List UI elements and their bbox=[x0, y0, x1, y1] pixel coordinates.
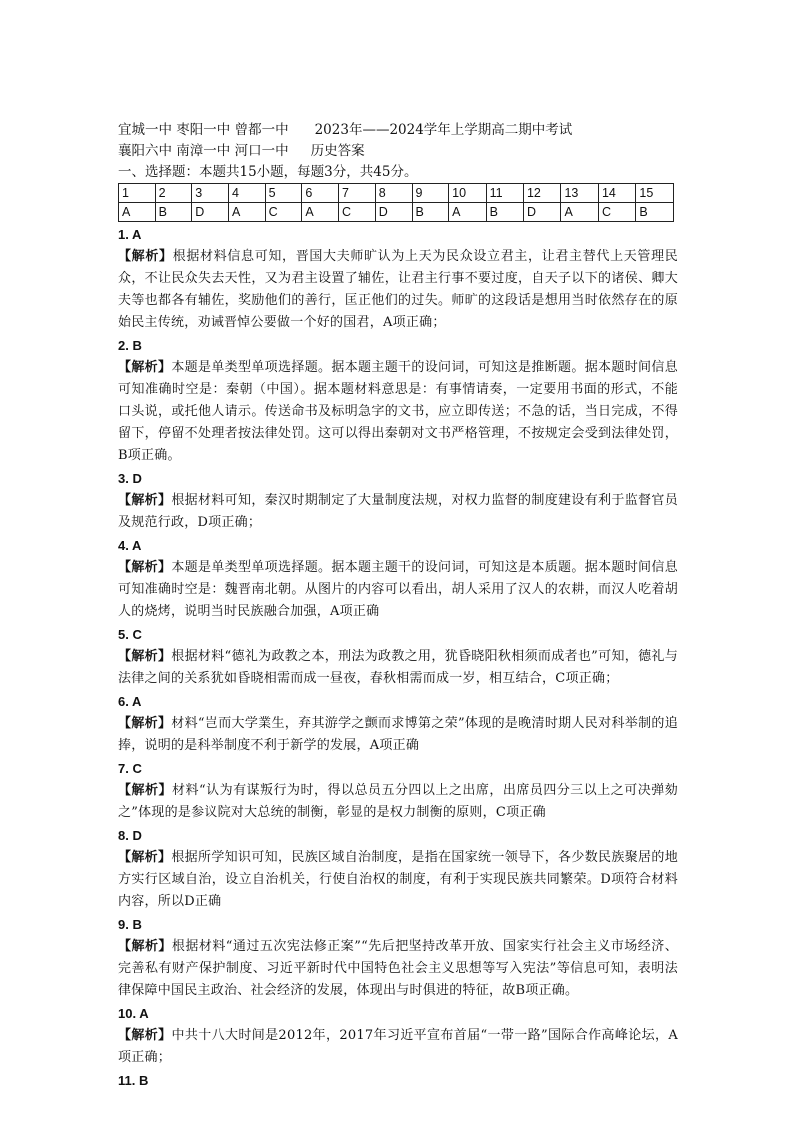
explanation-text: 根据材料信息可知，晋国大夫师旷认为上天为民众设立君主，让君主替代上天管理民众，不让民众失去天性，又为君主设置了辅佐，让君主行事不要过度，自天子以下的诸侯、卿大夫等也都各有辅佐，奖励他们的善行，匡正他们的过失。师旷的这段话是想用当时依然存在的原始民主传统，劝诫晋悼公要做一个好的国君，A项正确； bbox=[118, 249, 678, 330]
explanation-paragraph bbox=[118, 713, 678, 757]
question-number-cell: 7 bbox=[339, 184, 376, 203]
explanation-paragraph bbox=[118, 246, 678, 334]
question-number-cell: 9 bbox=[412, 184, 449, 203]
answer-cell: B bbox=[412, 203, 449, 222]
question-answer-label: 5. C bbox=[118, 627, 142, 642]
question-number-cell: 14 bbox=[598, 184, 635, 203]
answer-cell: C bbox=[265, 203, 302, 222]
explanation-text: 根据材料可知，秦汉时期制定了大量制度法规，对权力监督的制度建设有利于监督官员及规范行政，D项正确； bbox=[118, 493, 678, 530]
explanation-paragraph bbox=[118, 780, 678, 824]
answer-cell: A bbox=[561, 203, 598, 222]
header-schools-2: 襄阳六中 南漳一中 河口一中 bbox=[118, 143, 289, 159]
question-number-cell: 1 bbox=[119, 184, 156, 203]
answer-table-answer-row bbox=[119, 203, 674, 222]
question-answer-label: 10. A bbox=[118, 1006, 149, 1021]
explanation-text: 材料“认为有谋叛行为时，得以总员五分四以上之出席，出席员四分三以上之可决弹劾之”体现的是参议院对大总统的制衡，彰显的是权力制衡的原则，C项正确 bbox=[118, 783, 678, 820]
explanation-tag: 【解析】 bbox=[118, 939, 172, 954]
explanation-tag: 【解析】 bbox=[118, 1028, 172, 1043]
explanation-paragraph bbox=[118, 490, 678, 534]
explanation-tag: 【解析】 bbox=[118, 649, 172, 664]
question-number-cell: 6 bbox=[302, 184, 339, 203]
question-number-cell: 5 bbox=[265, 184, 302, 203]
question-answer-label: 8. D bbox=[118, 828, 142, 843]
answer-cell: C bbox=[339, 203, 376, 222]
question-number-cell: 13 bbox=[561, 184, 598, 203]
answer-cell: D bbox=[192, 203, 229, 222]
explanation-text: 根据所学知识可知，民族区域自治制度，是指在国家统一领导下，各少数民族聚居的地方实行区域自治，设立自治机关，行使自治权的制度，有利于实现民族共同繁荣。D项符合材料内容，所以D正确 bbox=[118, 850, 678, 909]
answer-cell: B bbox=[486, 203, 523, 222]
question-answer-label: 6. A bbox=[118, 694, 142, 709]
header-line-1 bbox=[118, 120, 678, 141]
question-number-cell: 4 bbox=[229, 184, 266, 203]
answer-cell: D bbox=[375, 203, 412, 222]
answer-table bbox=[118, 183, 674, 222]
explanation-tag: 【解析】 bbox=[118, 560, 172, 575]
section-title: 一、选择题：本题共15小题，每题3分，共45分。 bbox=[118, 164, 418, 180]
answer-sheet-page bbox=[118, 120, 678, 1092]
question-number-cell: 10 bbox=[449, 184, 486, 203]
explanation-text: 中共十八大时间是2012年，2017年习近平宣布首届“一带一路”国际合作高峰论坛，A项正确； bbox=[118, 1028, 678, 1065]
answer-cell: B bbox=[636, 203, 674, 222]
answer-cell: A bbox=[229, 203, 266, 222]
explanation-tag: 【解析】 bbox=[118, 493, 172, 508]
explanation-tag: 【解析】 bbox=[118, 249, 173, 264]
answer-cell: A bbox=[449, 203, 486, 222]
answer-cell: A bbox=[119, 203, 156, 222]
question-answer-label: 11. B bbox=[118, 1073, 149, 1088]
question-number-cell: 8 bbox=[375, 184, 412, 203]
explanation-tag: 【解析】 bbox=[118, 360, 172, 375]
explanation-paragraph bbox=[118, 847, 678, 913]
question-number-cell: 12 bbox=[523, 184, 560, 203]
explanation-text: 材料“岂而大学業生，弃其游学之颤而求博第之荣”体现的是晚清时期人民对科举制的追捧，说明的是科举制度不利于新学的发展，A项正确 bbox=[118, 716, 678, 753]
header-schools-1: 宜城一中 枣阳一中 曾都一中 bbox=[118, 122, 289, 138]
answer-cell: C bbox=[598, 203, 635, 222]
header-line-2 bbox=[118, 141, 678, 162]
answer-cell: D bbox=[523, 203, 560, 222]
question-number-cell: 11 bbox=[486, 184, 523, 203]
explanation-text: 根据材料“德礼为政教之本，刑法为政教之用，犹昏晓阳秋相须而成者也”可知，德礼与法律之间的关系犹如昏晓相需而成一昼夜，春秋相需而成一岁，相互结合，C项正确； bbox=[118, 649, 678, 686]
explanation-text: 本题是单类型单项选择题。据本题主题干的设问词，可知这是推断题。据本题时间信息可知准确时空是：秦朝（中国）。据本题材料意思是：有事情请奏，一定要用书面的形式，不能口头说，或托他人请示。传送命书及标明急字的文书，应立即传送；不急的话，当日完成，不得留下，停留不处理者按法律处罚。这可以得出秦朝对文书严格管理，不按规定会受到法律处罚，B项正确。 bbox=[118, 360, 678, 463]
question-answer-label: 9. B bbox=[118, 917, 142, 932]
explanation-paragraph bbox=[118, 646, 678, 690]
explanation-paragraph bbox=[118, 357, 678, 467]
question-answer-label: 1. A bbox=[118, 227, 142, 242]
explanation-tag: 【解析】 bbox=[118, 716, 172, 731]
exam-title: 2023年——2024学年上学期高二期中考试 bbox=[314, 122, 573, 138]
question-number-cell: 3 bbox=[192, 184, 229, 203]
explanation-tag: 【解析】 bbox=[118, 783, 172, 798]
explanation-paragraph bbox=[118, 1025, 678, 1069]
explanation-list bbox=[118, 224, 678, 1092]
question-number-cell: 15 bbox=[636, 184, 674, 203]
answer-cell: A bbox=[302, 203, 339, 222]
question-answer-label: 7. C bbox=[118, 761, 142, 776]
question-answer-label: 2. B bbox=[118, 338, 142, 353]
question-number-cell: 2 bbox=[155, 184, 192, 203]
explanation-tag: 【解析】 bbox=[118, 850, 172, 865]
question-answer-label: 3. D bbox=[118, 471, 142, 486]
explanation-paragraph bbox=[118, 557, 678, 623]
explanation-text: 本题是单类型单项选择题。据本题主题干的设问词，可知这是本质题。据本题时间信息可知准确时空是：魏晋南北朝。从图片的内容可以看出，胡人采用了汉人的农耕，而汉人吃着胡人的烧烤，说明当时民族融合加强，A项正确 bbox=[118, 560, 678, 619]
answer-cell: B bbox=[155, 203, 192, 222]
explanation-text: 根据材料“通过五次宪法修正案”“先后把坚持改革开放、国家实行社会主义市场经济、完善私有财产保护制度、习近平新时代中国特色社会主义思想等写入宪法”等信息可知，表明法律保障中国民主政治、社会经济的发展，体现出与时俱进的特征，故B项正确。 bbox=[118, 939, 678, 998]
subject-title: 历史答案 bbox=[310, 143, 365, 159]
explanation-paragraph bbox=[118, 936, 678, 1002]
answer-table-number-row bbox=[119, 184, 674, 203]
question-answer-label: 4. A bbox=[118, 538, 142, 553]
